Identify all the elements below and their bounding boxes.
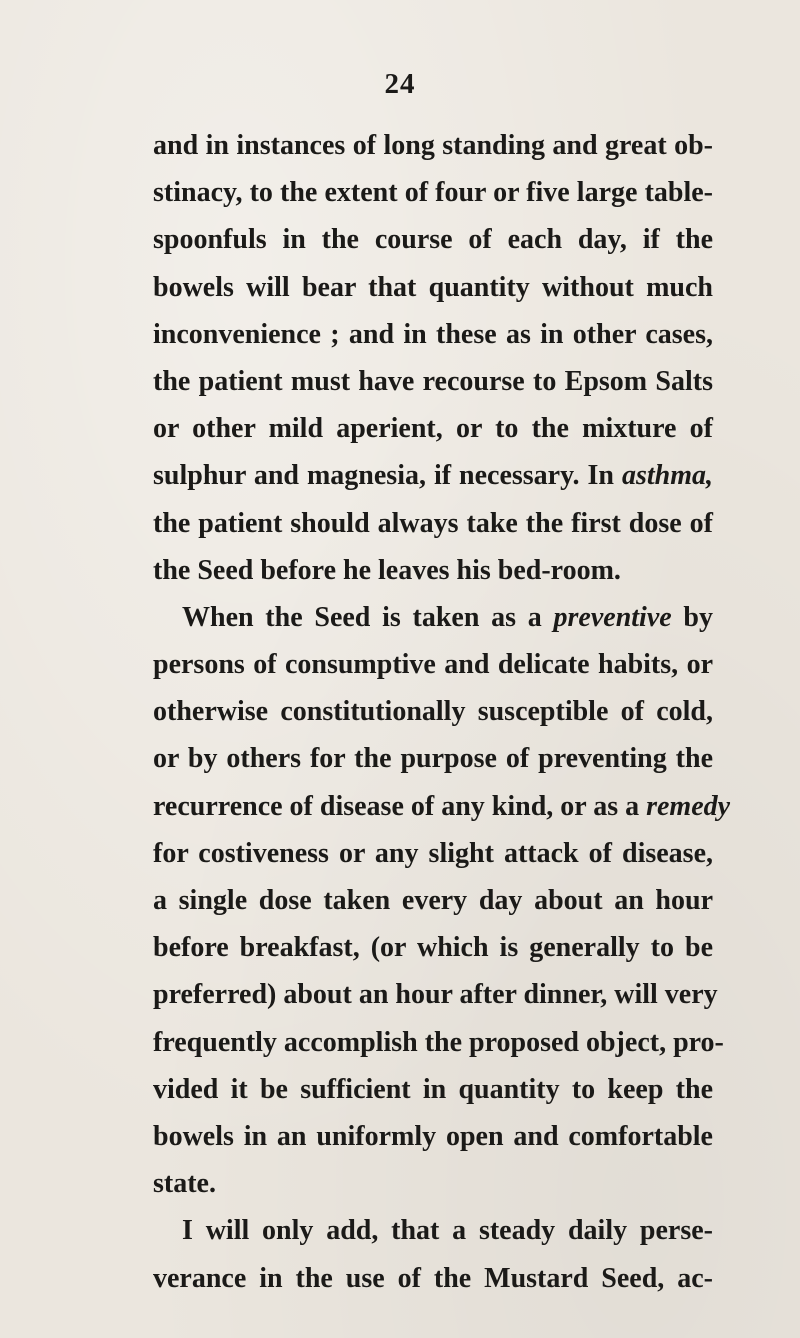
text-line: frequently accomplish the proposed object, pro-	[153, 1026, 724, 1058]
text-line: vided it be sufficient in quantity to keep the	[153, 1073, 713, 1105]
body-text	[153, 122, 731, 1302]
text-line	[153, 452, 713, 499]
text-line: spoonfuls in the course of each day, if the	[153, 224, 713, 256]
text-line: the patient should always take the first dose of	[153, 507, 713, 539]
text-line: otherwise constitutionally susceptible of cold,	[153, 696, 713, 728]
text-line: persons of consumptive and delicate habits, or	[153, 649, 713, 681]
text-line: state.	[153, 1168, 216, 1200]
page-number: 24	[384, 68, 416, 100]
text-line: stinacy, to the extent of four or five large table-	[153, 177, 713, 209]
text-line: bowels in an uniformly open and comfortable	[153, 1120, 713, 1152]
italic-term: remedy	[646, 790, 731, 822]
text-line: the Seed before he leaves his bed-room.	[153, 554, 621, 586]
italic-term: asthma,	[621, 460, 713, 492]
text-line: and in instances of long standing and great ob-	[153, 130, 713, 161]
text-line: inconvenience ; and in these as in other cases,	[153, 318, 713, 350]
text-line: bowels will bear that quantity without much	[153, 271, 713, 303]
text-line	[153, 594, 713, 641]
text-line: preferred) about an hour after dinner, will very	[153, 979, 718, 1011]
italic-term: preventive	[553, 601, 672, 633]
text-segment: recurrence of disease of any kind, or as a	[153, 790, 647, 822]
text-line: the patient must have recourse to Epsom Salts	[153, 365, 713, 397]
text-segment: When the Seed is taken as a	[182, 601, 554, 633]
text-line: or by others for the purpose of preventing the	[153, 743, 713, 775]
text-segment: sulphur and magnesia, if necessary. In	[153, 460, 622, 492]
text-line: I will only add, that a steady daily perse-	[182, 1215, 713, 1247]
text-line: for costiveness or any slight attack of disease,	[153, 837, 713, 869]
text-line: or other mild aperient, or to the mixture of	[153, 413, 713, 445]
text-line: verance in the use of the Mustard Seed, ac-	[153, 1262, 713, 1294]
text-line: before breakfast, (or which is generally to be	[153, 932, 713, 964]
text-segment: by	[671, 601, 713, 633]
text-line: a single dose taken every day about an hour	[153, 885, 713, 916]
text-line	[153, 783, 731, 830]
